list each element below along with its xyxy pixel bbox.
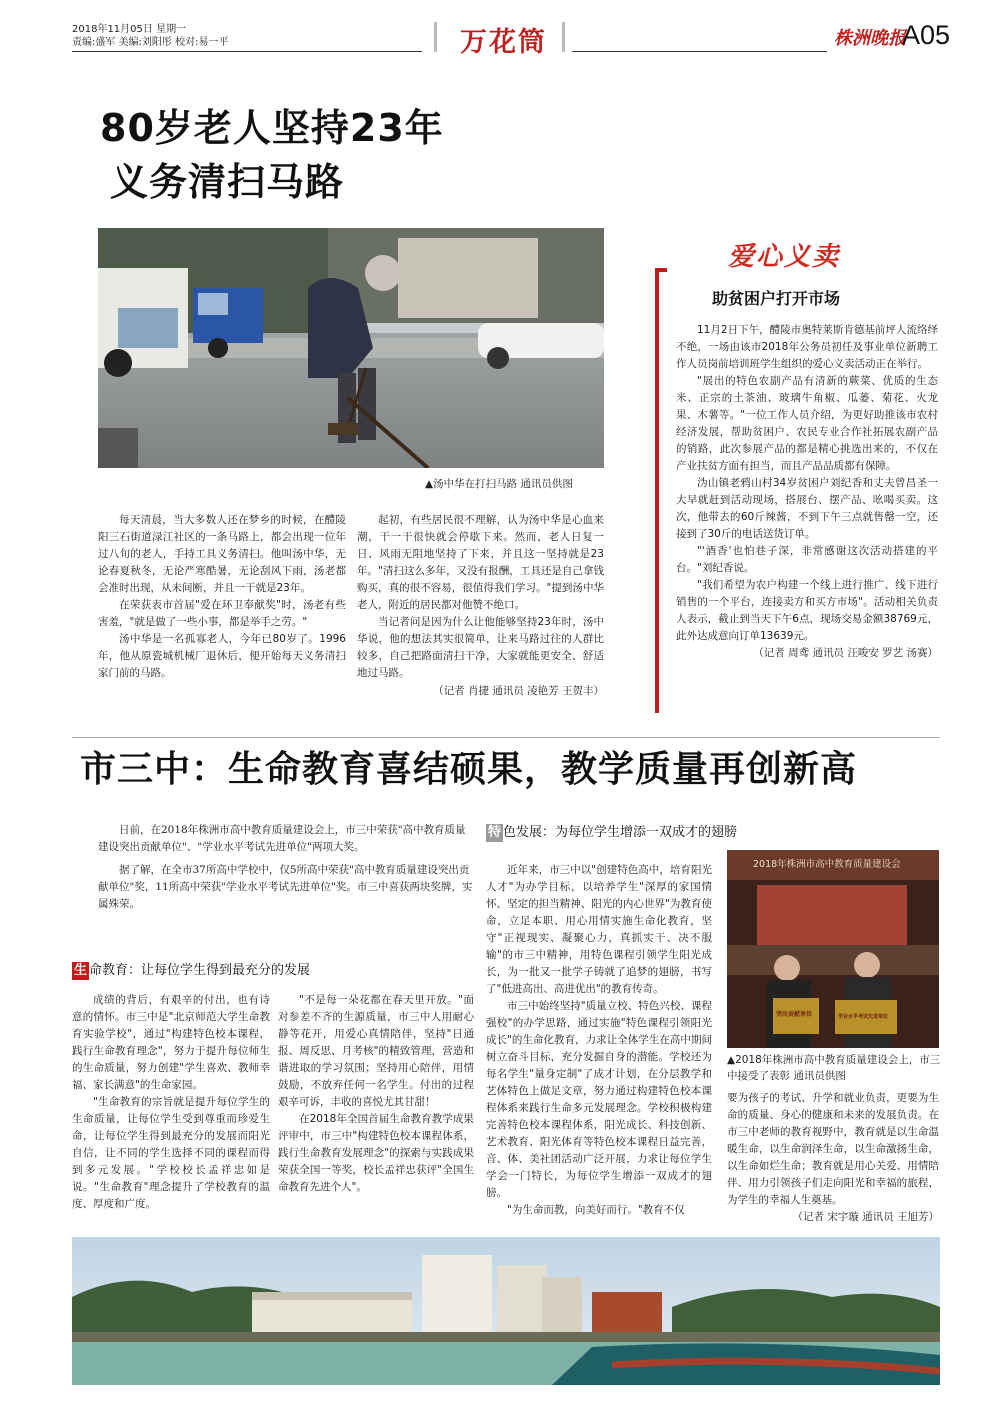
story2-paragraph: "展出的特色农副产品有清新的蕨菜、优质的生态米、正宗的土茶油、玻璃牛角椒、瓜蒌、菊花、火龙果、木薯等。"一位工作人员介绍，为更好助推该市农村经济发展，帮助贫困户、农民专业合作社拓展农副产品的销路，此次参展产品的都是精心挑选出来的，不仅在产业扶贫方面有担当，而且产品品质都有保障。	[676, 375, 938, 472]
story3-paragraph: 要为孩子的考试、升学和就业负责，更要为生命的质量、身心的健康和未来的发展负责。在市三中老师的教育视野中，教育就是以生命温暖生命，以生命润泽生命，以生命激扬生命，以生命如烂生命；教育就是用心关爱、用情陪伴、用力引领孩子们走向阳光和幸福的旅程，为学生的幸福人生奠基。	[727, 1092, 939, 1206]
school-panorama-photo	[72, 1237, 940, 1385]
header-rule-right	[572, 51, 827, 52]
story3-intro-paragraph: 据了解，在全市37所高中学校中，仅5所高中荣获"高中教育质量建设突出贡献单位"奖，11所高中荣获"学业水平考试先进单位"奖。市三中喜获两块奖牌，实属殊荣。	[98, 864, 473, 910]
story3-column-d	[727, 1090, 939, 1225]
story1-paragraph: 每天清晨，当大多数人还在梦乡的时候，在醴陵阳三石街道渌江社区的一条马路上，都会出现一位年过八旬的老人，手持工具义务清扫。他叫汤中华，无论春夏秋冬，无论严寒酷暑，无论刮风下雨，汤老都会准时出现，从未间断，并且一干就是23年。	[98, 514, 346, 594]
subhead-1-initial: 生	[74, 963, 88, 978]
story3-photo-caption: ▲2018年株洲市高中教育质量建设会上，市三中接受了表彰 通讯员供图	[727, 1054, 941, 1082]
story2-body	[676, 322, 938, 661]
award-plaque-1: 突出贡献单位	[776, 1011, 813, 1018]
story1-paragraph: 当记者问是因为什么让他能够坚持23年时，汤中华说，他的想法其实很简单，让来马路过往的人群比较多，自己把路面清扫干净，大家就能更安全、舒适地过马路。	[357, 616, 604, 679]
story1-title-line2: 义务清扫马路	[110, 160, 345, 204]
story3-paragraph: "生命教育的宗旨就是提升每位学生的生命质量，让每位学生受到尊重而珍爱生命，让每位学生得到最充分的发展而阳光自信，让不同的学生选择不同的课程而得到多元发展。"学校校长孟祥忠如是说。"生命教育"理念提升了学校教育的温度、厚度和广度。	[72, 1096, 270, 1210]
story3-subhead-1	[72, 962, 310, 980]
award-banner-text: 2018年株洲市高中教育质量建设会	[753, 859, 901, 870]
story1-paragraph: 起初，有些居民很不理解，认为汤中华是心血来潮，干一干很快就会停歇下来。然而，老人日复一日、风雨无阻地坚持了下来，并且这一坚持就是23年。"清扫这么多年，又没有报酬，工具还是自己拿钱购买，真的很不容易，很值得我们学习。"提到汤中华老人，附近的居民都对他赞不绝口。	[357, 514, 604, 611]
header-rule-left	[72, 51, 422, 52]
school-panorama-illustration	[72, 1237, 940, 1385]
header-divider-left	[434, 22, 437, 52]
story1-paragraph: 汤中华是一名孤寡老人，今年已80岁了。1996年，他从原瓷城机械厂退休后，便开始每天义务清扫家门前的马路。	[98, 633, 346, 679]
story2-byline: （记者 周鸢 通讯员 汪唆安 罗艺 汤赛）	[753, 647, 938, 659]
story3-intro	[98, 822, 474, 913]
story3-paragraph: "不是每一朵花都在春天里开放。"面对参差不齐的生源质量，市三中人用耐心静等花开，用爱心真情陪伴，坚持"日通报、周反思、月考核"的精致管理，营造和谐进取的学习氛围；坚持用心陪伴，用情鼓励，不放弃任何一名学生。付出的过程艰辛可诉，丰收的喜悦尤其甘甜！	[278, 994, 474, 1108]
story3-paragraph: 近年来，市三中以"创建特色高中，培育阳光人才"为办学目标，以培养学生"深厚的家国情怀、坚定的担当精神、阳光的内心世界"为教育使命，立足本职、用心用情实施生命化教育，坚守"正视现实、凝聚心力，真抓实干、决不服输"的市三中精神，用特色课程引领学生阳光成长，为一批又一批学子铸就了追梦的翅膀，书写了"低进高出、高进优出"的教育传奇。	[486, 864, 712, 995]
page-number: A05	[902, 20, 951, 50]
story3-intro-paragraph: 日前，在2018年株洲市高中教育质量建设会上，市三中荣获"高中教育质量建设突出贡献单位"、"学业水平考试先进单位"两项大奖。	[98, 824, 466, 853]
subhead-2-initial: 特	[488, 825, 502, 840]
section-name: 万花筒	[460, 27, 547, 58]
story3-award-photo	[727, 850, 939, 1048]
story3-column-b	[278, 992, 474, 1196]
story3-column-c	[486, 862, 712, 1219]
story3-paragraph: 市三中始终坚持"质量立校、特色兴校、课程强校"的办学思路，通过实施"特色课程引领阳光成长"的生命化教育，力求让全体学生在高中期间树立奋斗目标，充分发掘自身的潜能。学校还为每名学生"量身定制"了成才计划，在分层教学和艺体特色上做足文章，努力通过构建特色校本课程体系来践行生命多元发展理念。学校积极构建完善特色校本课程体系，阳光成长、科技创新、艺术教育、阳光体育等特色校本课程日益完善，音、体、美社团活动广泛开展，力求让每位学生学会一门特长，为每位学生增添一双成才的翅膀。	[486, 1000, 712, 1199]
story3-paragraph: 成绩的背后，有艰辛的付出，也有诗意的情怀。市三中是"北京师范大学生命教育实验学校"，通过"构建特色校本课程，践行生命教育理念"，努力于提升每位师生的生命质量，努力创建"学生喜欢、教师幸福、家长满意"的生命家园。	[72, 994, 270, 1091]
story2-banner: 爱心义卖	[728, 242, 841, 272]
story3-title: 市三中：生命教育喜结硕果，教学质量再创新高	[80, 749, 858, 790]
story3-paragraph: 在2018年全国首届生命教育教学成果评审中，市三中"构建特色校本课程体系，践行生命教育发展理念"的探索与实践成果荣获全国一等奖，校长孟祥忠获评"全国生命教育先进个人"。	[278, 1113, 474, 1193]
story1-byline: （记者 肖捷 通讯员 凌艳芳 王贺丰）	[433, 685, 604, 697]
story1-photo	[98, 228, 604, 468]
story3-paragraph: "为生命而教，向美好而行。"教育不仅	[507, 1204, 685, 1216]
story2-subtitle: 助贫困户打开市场	[712, 289, 841, 308]
story2-left-bar	[655, 268, 659, 713]
award-plaque-2: 学业水平考试先进单位	[838, 1014, 889, 1020]
subhead-1-text: 命教育：让每位学生得到最充分的发展	[89, 963, 311, 978]
story1-column-1	[98, 512, 346, 682]
story3-subhead-2	[486, 824, 737, 842]
header-date: 2018年11月05日 星期一	[72, 24, 187, 35]
story2-paragraph: "'酒香'也怕巷子深，非常感谢这次活动搭建的平台。"刘纪香说。	[676, 545, 938, 574]
subhead-2-text: 色发展：为每位学生增添一双成才的翅膀	[503, 825, 738, 840]
paper-logo: 株洲晚报	[834, 28, 906, 49]
sweeping-photo-illustration	[98, 228, 604, 468]
story3-byline: （记者 宋宇璇 通讯员 王旭芳）	[792, 1211, 939, 1223]
story1-photo-caption: ▲汤中华在打扫马路 通讯员供图	[425, 478, 573, 490]
story2-top-bar	[655, 268, 667, 272]
story1-paragraph: 在荣获表市首届"爱在环卫奉献奖"时，汤老有些害羞，"就是做了一些小事，都是举手之劳。"	[98, 599, 346, 628]
header-divider-right	[562, 22, 565, 52]
story2-paragraph: 11月2日下午，醴陵市奥特莱斯肯德基前坪人流络绎不绝，一场由该市2018年公务员初任及事业单位新聘工作人员岗前培训班学生组织的爱心义卖活动正在举行。	[676, 324, 938, 370]
section-separator	[72, 737, 940, 738]
story3-column-a	[72, 992, 270, 1213]
story1-title-line1: 80岁老人坚持23年	[100, 106, 444, 150]
award-photo-illustration	[727, 850, 939, 1048]
story2-paragraph: "我们希望为农户构建一个线上进行推广、线下进行销售的一个平台，连接卖方和买方市场"。活动相关负责人表示，截止到当天下午6点，现场交易金额38769元，此外达成意向订单13639元。	[676, 579, 938, 642]
story1-column-2	[357, 512, 604, 699]
header-editors: 责编:盛军 美编:刘阳彤 校对:易一平	[72, 37, 229, 48]
story2-paragraph: 沩山镇老鸦山村34岁贫困户刘纪香和丈夫曾昌圣一大早就赶到活动现场，搭展台、摆产品、吆喝买卖。这次，他带去的60斤辣酱，不到下午三点就售罄一空，还接到了30斤的电话送货订单。	[676, 477, 938, 540]
